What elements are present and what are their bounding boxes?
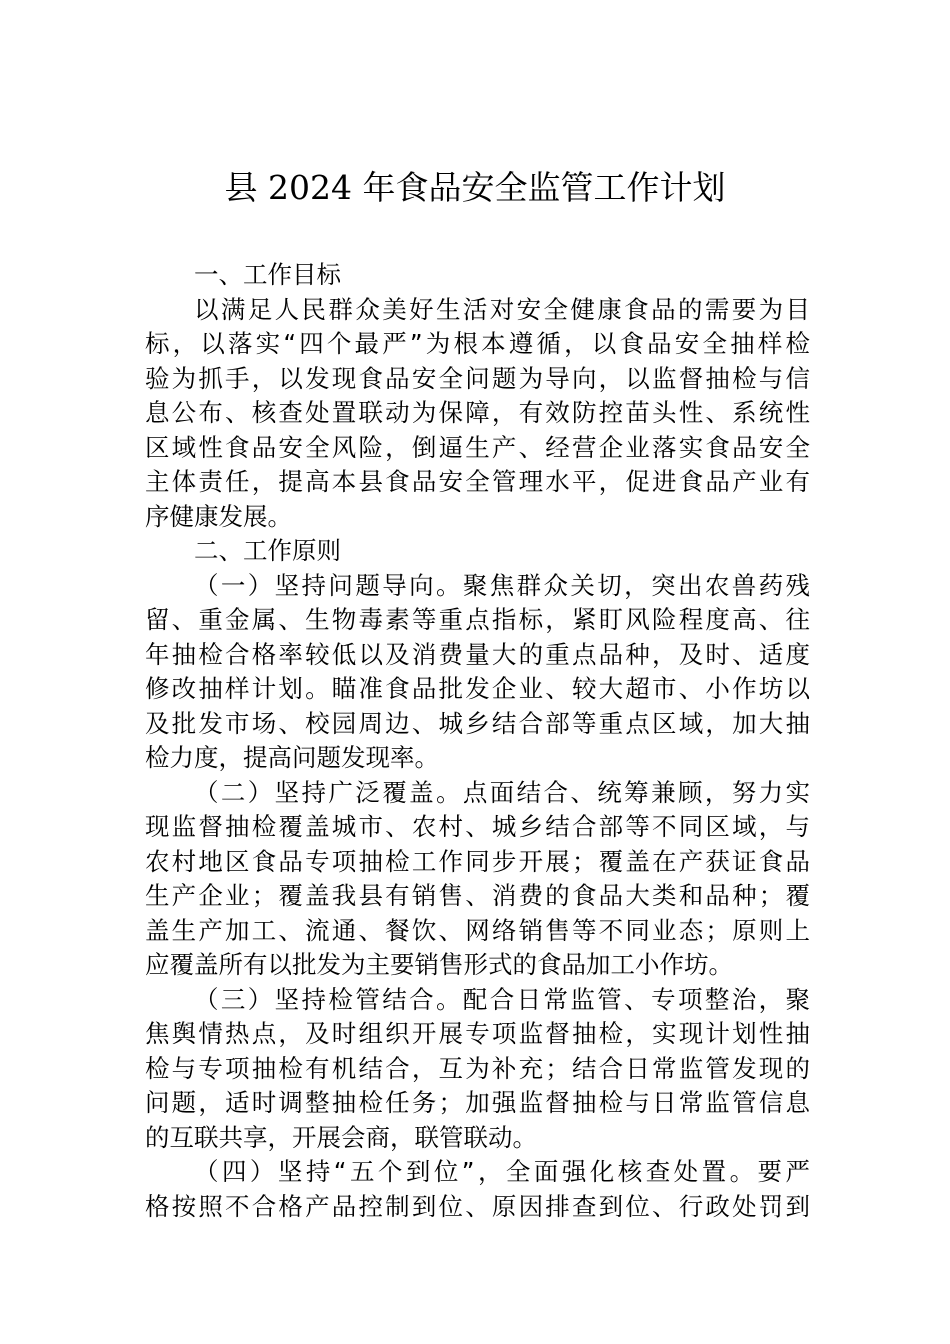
paragraph-line: （一）坚持问题导向。聚焦群众关切，突出农兽药残: [194, 570, 810, 600]
paragraph-line: （三）坚持检管结合。配合日常监管、专项整治，聚: [194, 984, 810, 1014]
paragraph-line: 标，以落实“四个最严”为根本遵循，以食品安全抽样检: [145, 329, 810, 358]
paragraph-line: （四）坚持“五个到位”，全面强化核查处置。要严: [194, 1157, 810, 1186]
paragraph-line: 及批发市场、校园周边、城乡结合部等重点区域，加大抽: [145, 708, 810, 738]
paragraph-line: 修改抽样计划。瞄准食品批发企业、较大超市、小作坊以: [145, 674, 810, 703]
paragraph-line: 的互联共享，开展会商，联管联动。: [145, 1122, 537, 1152]
paragraph-line: 应覆盖所有以批发为主要销售形式的食品加工小作坊。: [145, 950, 733, 979]
paragraph-line: 检力度，提高问题发现率。: [145, 743, 439, 772]
paragraph-line: 息公布、核查处置联动为保障，有效防控苗头性、系统性: [145, 398, 810, 427]
section-heading-goals: 一、工作目标: [194, 260, 341, 289]
document-title: 县 2024 年食品安全监管工作计划: [224, 168, 726, 207]
paragraph-line: 区域性食品安全风险，倒逼生产、经营企业落实食品安全: [145, 432, 810, 462]
paragraph-line: 检与专项抽检有机结合，互为补充；结合日常监管发现的: [145, 1053, 810, 1083]
paragraph-line: 农村地区食品专项抽检工作同步开展；覆盖在产获证食品: [145, 846, 810, 876]
paragraph-line: 主体责任，提高本县食品安全管理水平，促进食品产业有: [145, 467, 810, 496]
paragraph-line: 序健康发展。: [145, 501, 292, 531]
paragraph-line: 生产企业；覆盖我县有销售、消费的食品大类和品种；覆: [145, 881, 810, 910]
paragraph-line: 盖生产加工、流通、餐饮、网络销售等不同业态；原则上: [145, 915, 810, 945]
paragraph-line: 留、重金属、生物毒素等重点指标，紧盯风险程度高、往: [145, 605, 810, 634]
paragraph-line: 现监督抽检覆盖城市、农村、城乡结合部等不同区域，与: [145, 812, 810, 841]
paragraph-line: 验为抓手，以发现食品安全问题为导向，以监督抽检与信: [145, 363, 810, 393]
paragraph-line: 格按照不合格产品控制到位、原因排查到位、行政处罚到: [145, 1191, 810, 1221]
document-body: [145, 258, 810, 1224]
paragraph-line: 年抽检合格率较低以及消费量大的重点品种，及时、适度: [145, 639, 810, 669]
paragraph-line: 以满足人民群众美好生活对安全健康食品的需要为目: [194, 294, 810, 324]
section-heading-principles: 二、工作原则: [194, 536, 341, 565]
paragraph-line: 问题，适时调整抽检任务；加强监督抽检与日常监管信息: [145, 1088, 810, 1117]
paragraph-line: 焦舆情热点，及时组织开展专项监督抽检，实现计划性抽: [145, 1019, 810, 1048]
paragraph-line: （二）坚持广泛覆盖。点面结合、统筹兼顾，努力实: [194, 777, 810, 807]
